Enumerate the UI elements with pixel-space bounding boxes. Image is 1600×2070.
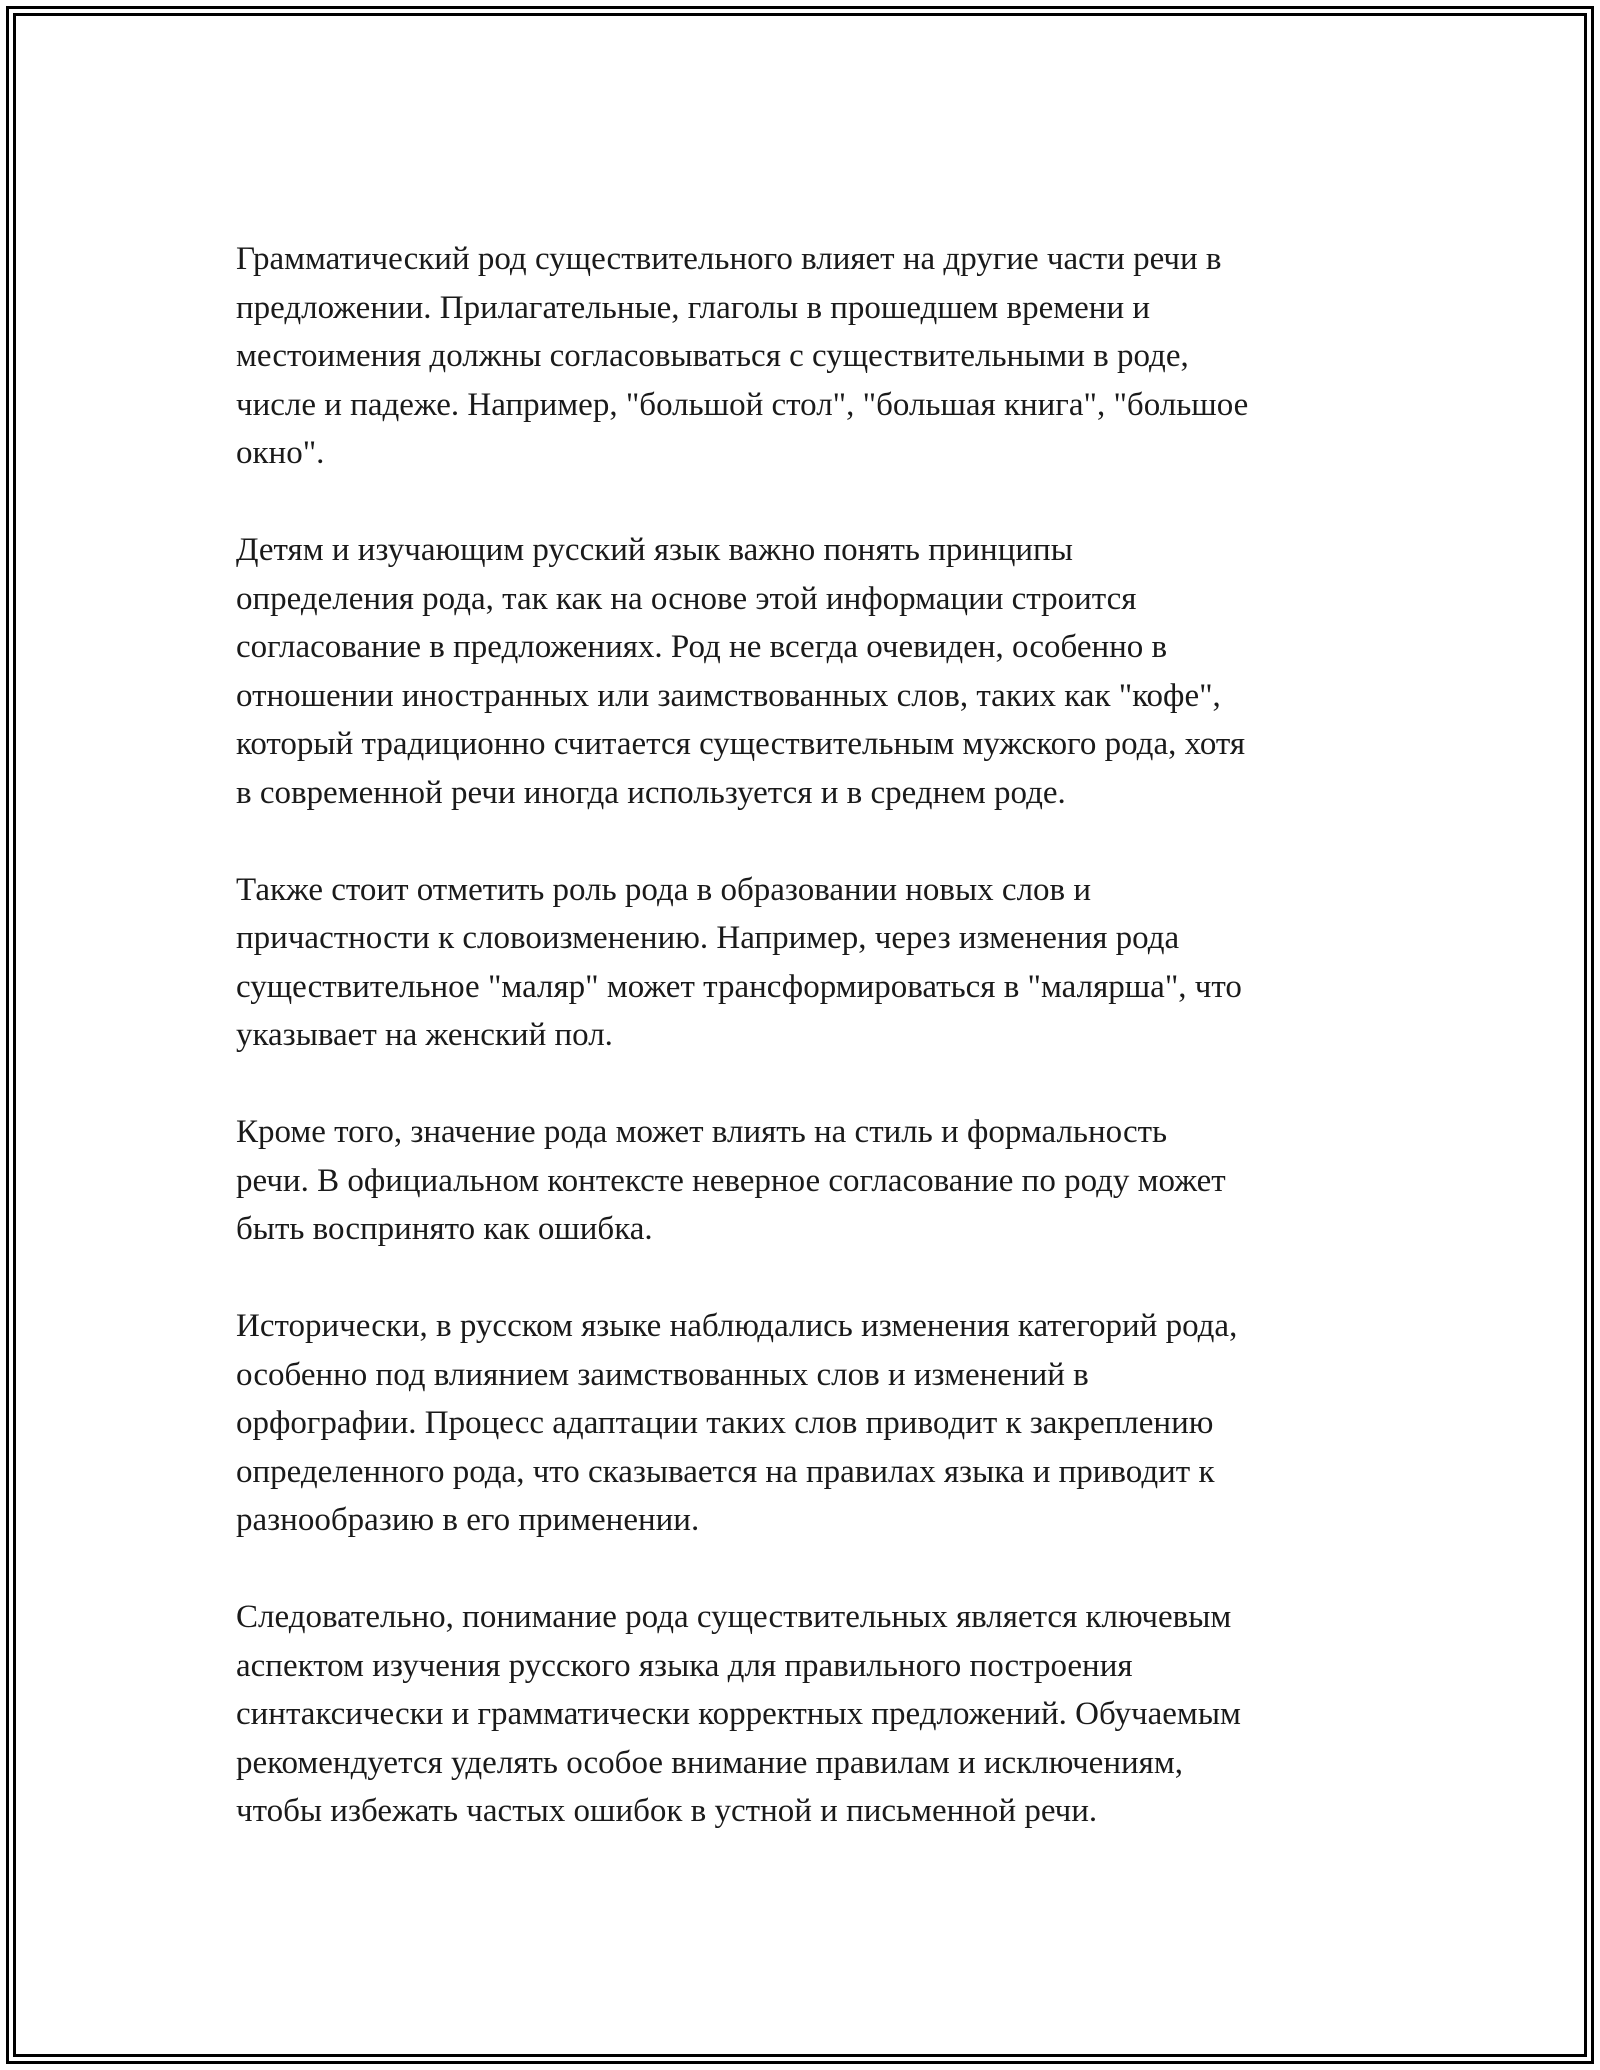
text-line: рекомендуется уделять особое внимание правилам и исключениям, [236, 1744, 1183, 1781]
text-line: особенно под влиянием заимствованных слов и изменений в [236, 1356, 1089, 1393]
document-body [236, 235, 1376, 1836]
paragraph-5 [236, 1302, 1376, 1545]
paragraph-1 [236, 235, 1376, 478]
text-line: речи. В официальном контексте неверное согласование по роду может [236, 1162, 1226, 1199]
text-line: который традиционно считается существительным мужского рода, хотя [236, 726, 1246, 762]
text-line: Детям и изучающим русский язык важно понять принципы [236, 532, 1073, 568]
text-line: орфографии. Процесс адаптации таких слов приводит к закреплению [236, 1405, 1214, 1441]
text-line: аспектом изучения русского языка для правильного построения [236, 1647, 1133, 1684]
text-line: отношении иностранных или заимствованных слов, таких как "кофе", [236, 677, 1221, 714]
paragraph-3 [236, 866, 1376, 1060]
text-line: причастности к словоизменению. Например, через изменения рода [236, 920, 1180, 956]
text-line: разнообразию в его применении. [236, 1502, 700, 1538]
text-line: предложении. Прилагательные, глаголы в прошедшем времени и [236, 289, 1151, 326]
text-line: Кроме того, значение рода может влиять на стиль и формальность [236, 1114, 1168, 1150]
text-line: числе и падеже. Например, "большой стол", "большая книга", "большое [236, 386, 1249, 423]
text-line: в современной речи иногда используется и в среднем роде. [236, 774, 1066, 811]
text-line: окно". [236, 435, 325, 471]
text-line: чтобы избежать частых ошибок в устной и письменной речи. [236, 1793, 1098, 1829]
text-line: определения рода, так как на основе этой информации строится [236, 580, 1137, 617]
text-line: Следовательно, понимание рода существительных является ключевым [236, 1599, 1232, 1635]
text-line: определенного рода, что сказывается на правилах языка и приводит к [236, 1453, 1215, 1490]
paragraph-2 [236, 526, 1376, 817]
paragraph-4 [236, 1108, 1376, 1254]
text-line: Грамматический род существительного влияет на другие части речи в [236, 241, 1222, 277]
text-line: быть воспринято как ошибка. [236, 1211, 653, 1247]
text-line: существительное "маляр" может трансформироваться в "малярша", что [236, 968, 1242, 1005]
text-line: указывает на женский пол. [236, 1017, 613, 1053]
paragraph-6 [236, 1593, 1376, 1836]
text-line: согласование в предложениях. Род не всегда очевиден, особенно в [236, 629, 1168, 665]
text-line: Исторически, в русском языке наблюдались изменения категорий рода, [236, 1308, 1238, 1344]
text-line: местоимения должны согласовываться с существительными в роде, [236, 338, 1189, 374]
text-line: синтаксически и грамматически корректных предложений. Обучаемым [236, 1696, 1241, 1732]
text-line: Также стоит отметить роль рода в образовании новых слов и [236, 871, 1092, 908]
